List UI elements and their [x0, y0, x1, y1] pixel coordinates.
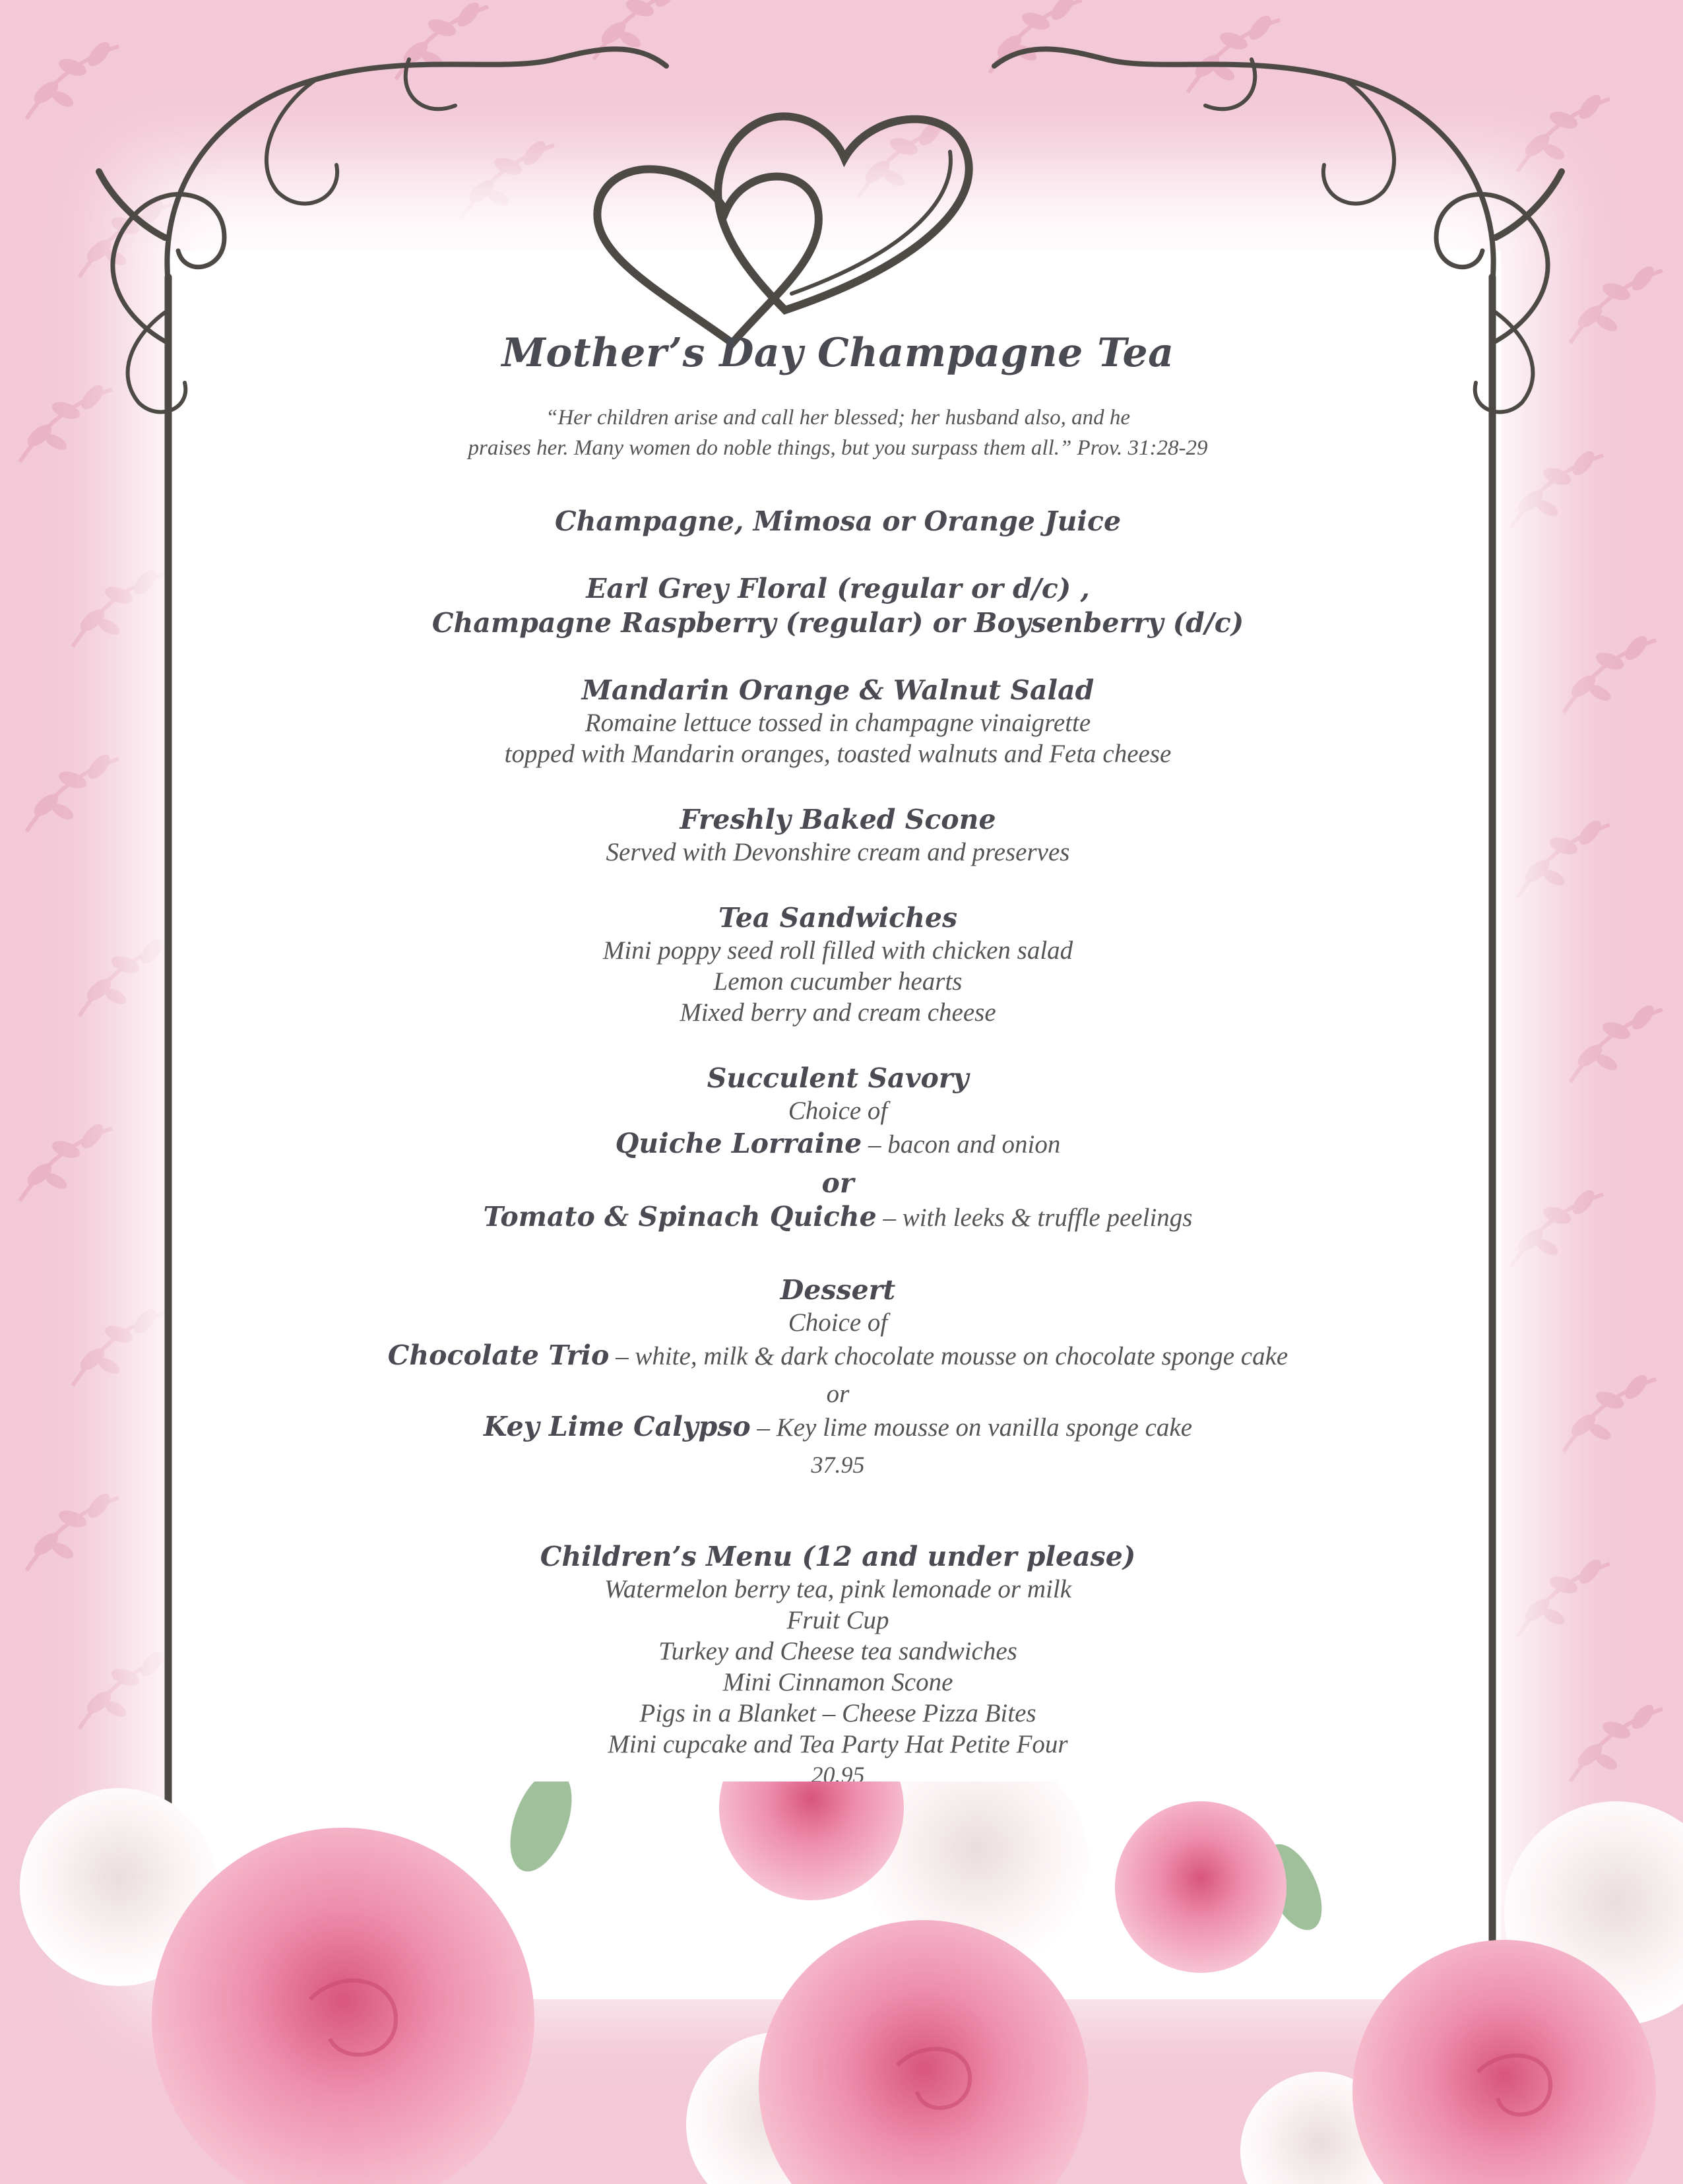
dessert-or: or — [826, 1380, 850, 1408]
quote-line: “Her children arise and call her blessed; her husband also, and he — [545, 406, 1131, 430]
sandwich-line: Mixed berry and cream cheese — [680, 998, 996, 1027]
sandwich-line: Mini poppy seed roll filled with chicken salad — [602, 936, 1073, 965]
children-heading: Children’s Menu (12 and under please) — [540, 1541, 1136, 1572]
dessert-option — [218, 1338, 1458, 1378]
children-line: Turkey and Cheese tea sandwiches — [658, 1637, 1017, 1665]
salad-heading: Mandarin Orange & Walnut Salad — [581, 674, 1095, 706]
sandwiches-heading: Tea Sandwiches — [718, 902, 958, 934]
savory-section — [218, 1061, 1458, 1240]
salad-line: topped with Mandarin oranges, toasted walnuts and Feta cheese — [504, 740, 1172, 768]
sandwiches-section — [218, 901, 1458, 1028]
dessert-heading: Dessert — [780, 1274, 896, 1306]
savory-option-name: Tomato & Spinach Quiche — [483, 1201, 877, 1233]
children-line: Pigs in a Blanket – Cheese Pizza Bites — [639, 1699, 1036, 1727]
children-line: Fruit Cup — [786, 1606, 889, 1634]
dessert-option-name: Chocolate Trio — [387, 1339, 610, 1371]
dessert-option — [218, 1409, 1458, 1450]
drinks-heading: Champagne, Mimosa or Orange Juice — [554, 505, 1122, 537]
double-heart-icon — [597, 116, 969, 343]
dessert-option-desc: – white, milk & dark chocolate mousse on chocolate sponge cake — [609, 1342, 1288, 1370]
dessert-section — [218, 1273, 1458, 1480]
salad-section — [218, 673, 1458, 769]
savory-or: or — [821, 1167, 854, 1199]
savory-option-desc: – with leeks & truffle peelings — [876, 1204, 1193, 1232]
menu-title: Mother’s Day Champagne Tea — [501, 330, 1174, 376]
children-line: Mini Cinnamon Scone — [722, 1668, 953, 1696]
dessert-price: 37.95 — [811, 1452, 865, 1478]
savory-heading: Succulent Savory — [707, 1062, 969, 1094]
tea-line: Earl Grey Floral (regular or d/c) , — [586, 573, 1090, 604]
scone-heading: Freshly Baked Scone — [680, 804, 996, 835]
savory-option — [218, 1126, 1458, 1167]
dessert-choice-of: Choice of — [788, 1308, 888, 1337]
dessert-option-name: Key Lime Calypso — [483, 1411, 751, 1442]
children-line: Watermelon berry tea, pink lemonade or milk — [604, 1575, 1071, 1603]
quote-line: praises her. Many women do noble things, but you surpass them all.” Prov. 31:28-29 — [468, 436, 1208, 460]
children-line: Mini cupcake and Tea Party Hat Petite Four — [608, 1730, 1068, 1758]
children-price: 20.95 — [811, 1762, 865, 1788]
sandwich-line: Lemon cucumber hearts — [713, 967, 963, 996]
scripture-quote — [343, 402, 1333, 463]
drinks-section — [218, 504, 1458, 538]
scone-line: Served with Devonshire cream and preserves — [606, 838, 1070, 866]
savory-option-name: Quiche Lorraine — [615, 1128, 862, 1159]
salad-line: Romaine lettuce tossed in champagne vinaigrette — [585, 709, 1091, 737]
teas-section — [218, 571, 1458, 640]
tea-line: Champagne Raspberry (regular) or Boysenberry (d/c) — [431, 607, 1244, 639]
dessert-option-desc: – Key lime mousse on vanilla sponge cake — [750, 1413, 1193, 1442]
children-section — [218, 1539, 1458, 1790]
menu-content — [218, 330, 1458, 1823]
savory-choice-of: Choice of — [788, 1097, 888, 1125]
savory-option-desc: – bacon and onion — [862, 1130, 1061, 1159]
rose-bouquet — [0, 1782, 1683, 2184]
savory-option — [218, 1200, 1458, 1240]
scone-section — [218, 802, 1458, 868]
